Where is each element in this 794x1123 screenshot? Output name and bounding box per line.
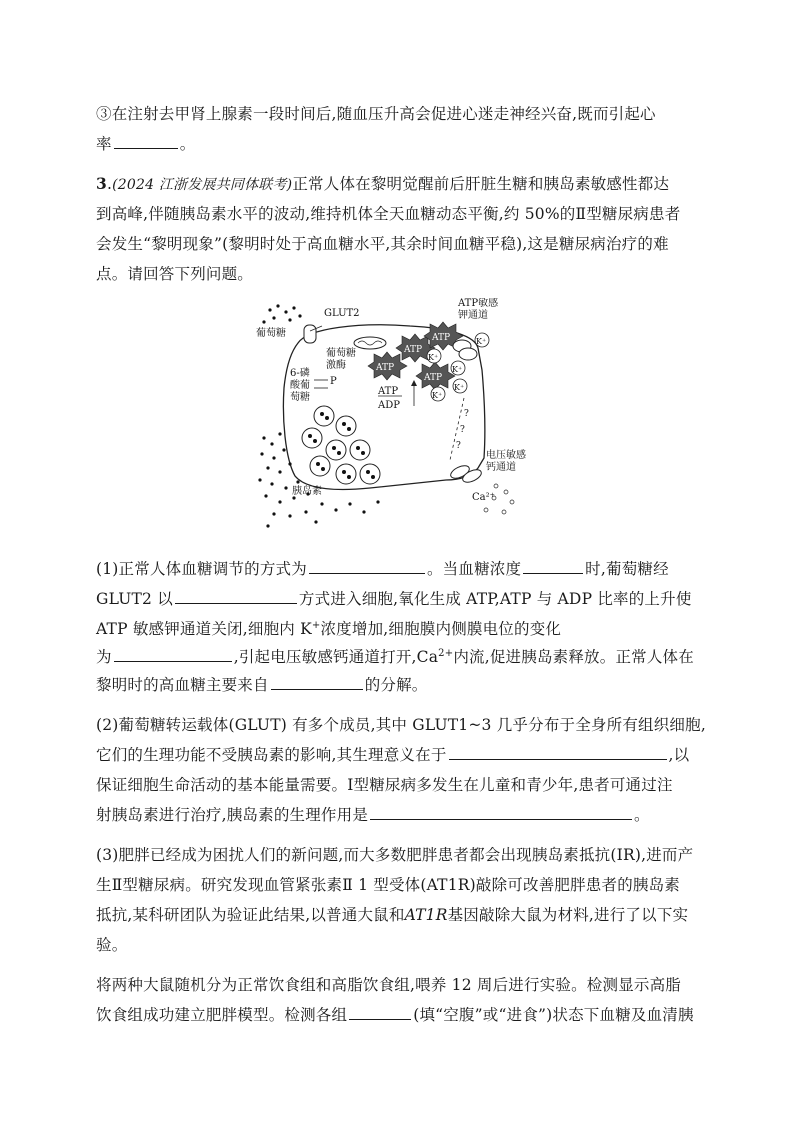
sub2-line4 [96,803,650,825]
sub1-text: 的分解。 [364,676,428,694]
k-ion-label: K⁺ [476,337,487,346]
gene-name: AT1R [404,906,448,924]
k-ion-label: K⁺ [432,391,443,400]
atp-channel-label-2: 钾通道 [458,310,488,321]
atp-channel-label-1: ATP敏感 [458,298,499,309]
g6p-label-1: 6-磷 [290,368,310,379]
adp-label: ADP [378,400,400,411]
question-dot: . [107,175,113,193]
insulin-label: 胰岛素 [292,486,322,497]
glucokinase-label-1: 葡萄糖 [326,348,356,359]
sub1-text: ,引起电压敏感钙通道打开,Ca [233,648,439,666]
k-ion-label: K⁺ [454,383,465,392]
atp-burst-1 [368,352,407,380]
sub3-line1: (3)肥胖已经成为困扰人们的新问题,而大多数肥胖患者都会出现胰岛素抵抗(IR),进而产 [96,846,694,864]
k-ion-label: K⁺ [428,353,439,362]
sub3-line2: 生Ⅱ型糖尿病。研究发现血管紧张素Ⅱ 1 型受体(AT1R)敲除可改善肥胖患者的胰岛素 [96,876,680,894]
para4-line1: 将两种大鼠随机分为正常饮食组和高脂饮食组,喂养 12 周后进行实验。检测显示高脂 [96,976,682,994]
part3-line2 [96,132,195,154]
sub3-text: 抵抗,某科研团队为验证此结果,以普通大鼠和 [96,906,405,924]
sub2-text: 。 [634,806,650,824]
mitochondrion [354,337,386,349]
question-3-line3: 会发生“黎明现象”(黎明时处于高血糖水平,其余时间血糖平稳),这是糖尿病治疗的难 [96,235,669,253]
sub3-line4: 验。 [96,936,128,954]
answer-blank[interactable] [114,147,178,149]
sub1-text: GLUT2 以 [96,590,173,608]
para4-text: (填“空腹”或“进食”)状态下血糖及血清胰 [413,1006,694,1024]
sub1-text: (1)正常人体血糖调节的方式为 [96,560,307,578]
sub1-text: 方式进入细胞,氧化生成 ATP,ATP 与 ADP 比率的上升使 [298,590,692,608]
sub1-text: 浓度增加,细胞膜内侧膜电位的变化 [320,620,562,638]
part3-prefix: 率 [96,135,112,153]
question-mark-3: ? [456,441,461,451]
glut2-transporter [304,325,316,343]
sub1-line5 [96,673,428,695]
sub1-text: ATP 敏感钾通道关闭,细胞内 K [96,620,312,638]
sub1-line4 [96,645,694,667]
atp-label-2: ATP [404,345,423,355]
sub2-line1: (2)葡萄糖转运载体(GLUT) 有多个成员,其中 GLUT1~3 几乎分布于全身所有组织细胞, [96,716,706,734]
sub2-text: 射胰岛素进行治疗,胰岛素的生理作用是 [96,806,369,824]
glut2-label: GLUT2 [324,308,360,319]
atp-label-1: ATP [376,363,395,373]
glucokinase-label-2: 激酶 [326,360,346,371]
sub2-text: ,以 [668,746,690,764]
insulin-granules [302,406,380,484]
question-mark-2: ? [460,425,465,435]
sub1-text: 。当血糖浓度 [426,560,522,578]
glucose-outside-label: 葡萄糖 [256,328,286,339]
answer-blank[interactable] [309,572,425,574]
sub1-line1 [96,557,669,579]
part3-suffix: 。 [179,135,196,153]
beta-cell-diagram [250,298,545,530]
superscript: + [311,619,321,631]
part3-line1: ③在注射去甲肾上腺素一段时间后,随血压升高会促进心迷走神经兴奋,既而引起心 [96,105,656,123]
question-mark-1: ? [464,409,469,419]
question-source: (2024 江浙发展共同体联考) [112,177,293,193]
question-3-line1 [96,172,669,194]
para4-line2 [96,1003,694,1025]
sub2-text: 它们的生理功能不受胰岛素的影响,其生理意义在于 [96,746,447,764]
ca-ion-label: Ca²⁺ [472,492,495,503]
answer-blank[interactable] [349,1018,411,1020]
sub1-text: 时,葡萄糖经 [585,560,669,578]
atp-label-3: ATP [432,333,451,343]
sub3-line3 [96,903,688,925]
question-3-line4: 点。请回答下列问题。 [96,265,254,283]
g6p-label-3: 萄糖 [290,392,310,403]
voltage-channel-label-2: 钙通道 [486,462,516,473]
para4-text: 饮食组成功建立肥胖模型。检测各组 [96,1006,348,1024]
answer-blank[interactable] [175,602,297,604]
answer-blank[interactable] [449,758,667,760]
glucose-molecules [262,304,301,323]
sub1-line2 [96,587,692,609]
superscript: 2+ [438,647,454,659]
voltage-ca-channel [449,463,483,485]
atp-label: ATP [378,386,399,397]
sub1-text: 为 [96,648,112,666]
sub1-text: 内流,促进胰岛素释放。正常人体在 [453,648,694,666]
sub2-line3: 保证细胞生命活动的基本能量需要。Ⅰ型糖尿病多发生在儿童和青少年,患者可通过注 [96,776,673,794]
answer-blank[interactable] [523,572,583,574]
question-text: 正常人体在黎明觉醒前后肝脏生糖和胰岛素敏感性都达 [292,175,670,193]
sub2-line2 [96,743,689,765]
k-ion-label: K⁺ [452,365,463,374]
phosphate-label: P [330,376,337,387]
answer-blank[interactable] [114,660,232,662]
question-number: 3 [96,174,107,193]
answer-blank[interactable] [370,818,632,820]
question-3-line2: 到高峰,伴随胰岛素水平的波动,维持机体全天血糖动态平衡,约 50%的Ⅱ型糖尿病患者 [96,205,681,223]
sub1-line3 [96,617,561,639]
voltage-channel-label-1: 电压敏感 [486,450,526,461]
sub1-text: 黎明时的高血糖主要来自 [96,676,269,694]
atp-burst-4 [416,362,455,390]
atp-k-channel [453,340,477,360]
atp-label-4: ATP [424,373,443,383]
answer-blank[interactable] [271,688,363,690]
sub3-text: 基因敲除大鼠为材料,进行了以下实 [447,906,689,924]
g6p-label-2: 酸葡 [290,380,310,391]
